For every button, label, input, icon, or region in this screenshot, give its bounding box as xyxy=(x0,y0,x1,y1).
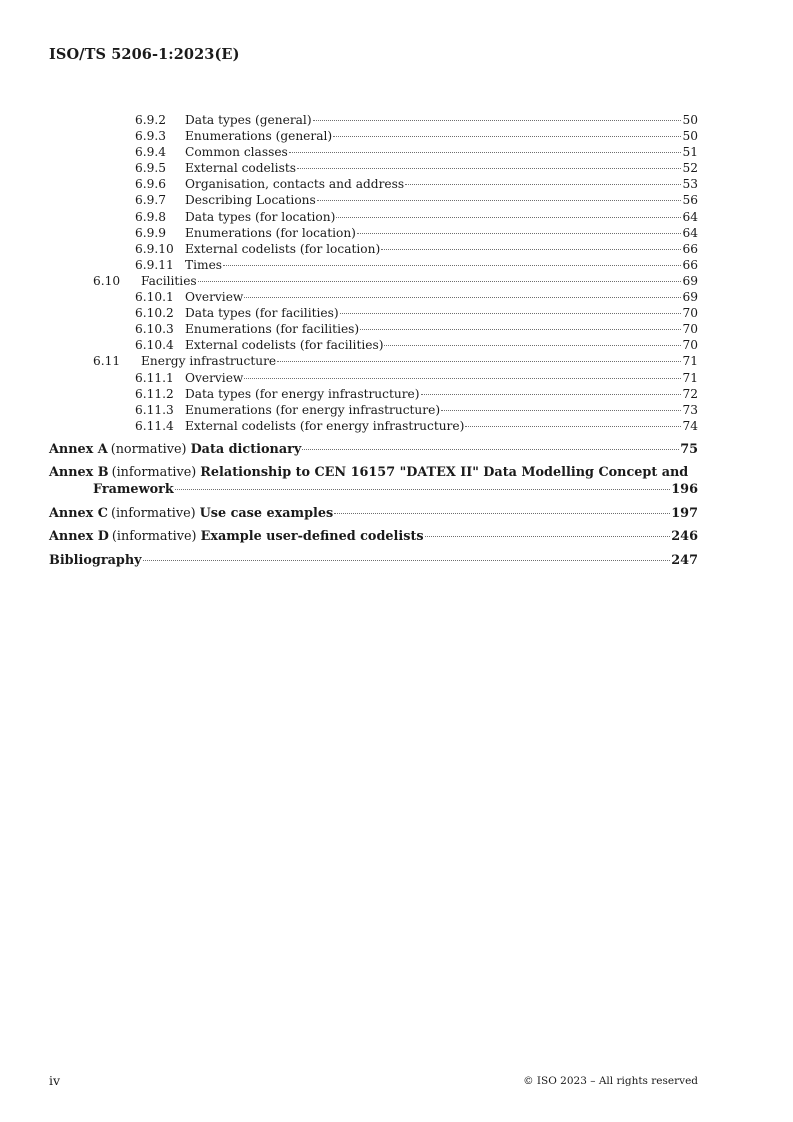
toc-entry-6-9-6[interactable] xyxy=(49,176,698,192)
annex-label: Annex B xyxy=(49,465,109,481)
toc-entry-page: 70 xyxy=(682,322,698,337)
toc-entry-number: 6.9.4 xyxy=(135,145,167,160)
toc-entry-title: Energy infrastructure xyxy=(141,354,277,369)
dot-leader xyxy=(360,329,681,330)
toc-entry-page: 66 xyxy=(682,257,698,272)
annex-b-entry[interactable] xyxy=(49,465,698,498)
toc-entry-6-9-2[interactable] xyxy=(49,112,698,128)
toc-entry-title: Overview xyxy=(185,290,244,305)
annex-title: Use case examples xyxy=(199,505,334,521)
annex-label: Annex D xyxy=(49,529,109,545)
toc-entry-title: External codelists (for energy infrastructure) xyxy=(185,418,465,433)
toc-entry-number: 6.9.7 xyxy=(135,193,167,208)
toc-entry-number: 6.11.3 xyxy=(135,402,174,417)
toc-entry-title: Describing Locations xyxy=(185,193,316,208)
annex-page: 75 xyxy=(680,441,698,457)
dot-leader xyxy=(223,265,681,266)
toc-entry-page: 70 xyxy=(682,338,698,353)
toc-entry-number: 6.9.11 xyxy=(135,257,174,272)
dot-leader xyxy=(333,136,681,137)
bibliography-page: 247 xyxy=(671,552,698,568)
dot-leader xyxy=(297,168,682,169)
copyright-notice: © ISO 2023 – All rights reserved xyxy=(523,1075,698,1087)
dot-leader xyxy=(381,249,681,250)
toc-entry-title: Enumerations (for location) xyxy=(185,225,356,240)
dot-leader xyxy=(175,489,671,490)
annex-page: 197 xyxy=(671,505,698,521)
toc-entry-6-9-8[interactable] xyxy=(49,209,698,225)
dot-leader xyxy=(384,345,681,346)
toc-entry-title: Common classes xyxy=(185,145,288,160)
toc-entry-title: External codelists xyxy=(185,161,296,176)
annex-type: (informative) xyxy=(111,529,197,545)
toc-entry-6-9-4[interactable] xyxy=(49,144,698,160)
annex-type: (informative) xyxy=(110,505,196,521)
toc-entry-number: 6.10 xyxy=(93,273,121,288)
dot-leader xyxy=(441,410,681,411)
toc-entry-6-10[interactable] xyxy=(49,273,698,289)
toc-entry-number: 6.11.1 xyxy=(135,370,174,385)
dot-leader xyxy=(289,152,682,153)
dot-leader xyxy=(340,313,682,314)
bibliography-title: Bibliography xyxy=(49,552,142,568)
dot-leader xyxy=(317,200,682,201)
toc-entry-page: 71 xyxy=(682,354,698,369)
toc-entry-page: 50 xyxy=(682,129,698,144)
dot-leader xyxy=(313,120,682,121)
annex-a-entry[interactable] xyxy=(49,442,698,459)
annex-list xyxy=(49,442,698,570)
toc-entry-6-11-4[interactable] xyxy=(49,418,698,434)
annex-label: Annex A xyxy=(49,441,108,457)
toc-entry-title: Data types (for facilities) xyxy=(185,306,339,321)
toc-entries xyxy=(49,112,698,434)
toc-entry-number: 6.10.4 xyxy=(135,338,174,353)
toc-entry-title: Data types (for location) xyxy=(185,209,336,224)
toc-entry-6-10-3[interactable] xyxy=(49,321,698,337)
annex-page: 196 xyxy=(671,482,698,498)
dot-leader xyxy=(425,536,671,537)
toc-entry-page: 53 xyxy=(682,177,698,192)
toc-entry-number: 6.9.8 xyxy=(135,209,167,224)
toc-entry-number: 6.11 xyxy=(93,354,121,369)
dot-leader xyxy=(405,184,681,185)
toc-entry-title: Organisation, contacts and address xyxy=(185,177,405,192)
dot-leader xyxy=(302,449,679,450)
dot-leader xyxy=(277,361,681,362)
toc-entry-6-9-11[interactable] xyxy=(49,257,698,273)
annex-c-entry[interactable] xyxy=(49,506,698,523)
toc-entry-number: 6.9.9 xyxy=(135,225,167,240)
toc-entry-page: 74 xyxy=(682,418,698,433)
toc-entry-page: 50 xyxy=(682,113,698,127)
toc-entry-page: 64 xyxy=(682,225,698,240)
toc-entry-title: Enumerations (for facilities) xyxy=(185,322,360,337)
annex-title-continued: Framework xyxy=(93,482,174,498)
annex-title: Relationship to CEN 16157 "DATEX II" Data Modelling Concept and xyxy=(200,465,689,481)
toc-entry-number: 6.11.4 xyxy=(135,418,174,433)
toc-entry-number: 6.9.10 xyxy=(135,241,174,256)
dot-leader xyxy=(465,426,681,427)
annex-page: 246 xyxy=(671,529,698,545)
dot-leader xyxy=(336,217,681,218)
toc-entry-page: 66 xyxy=(682,241,698,256)
toc-entry-page: 52 xyxy=(682,161,698,176)
toc-entry-6-9-3[interactable] xyxy=(49,128,698,144)
toc-entry-title: External codelists (for location) xyxy=(185,241,381,256)
toc-entry-title: Overview xyxy=(185,370,244,385)
toc-entry-page: 69 xyxy=(682,290,698,305)
toc-entry-title: Facilities xyxy=(141,273,197,288)
annex-title: Example user-defined codelists xyxy=(200,529,424,545)
toc-entry-page: 51 xyxy=(682,145,698,160)
toc-entry-page: 72 xyxy=(682,386,698,401)
toc-entry-6-10-2[interactable] xyxy=(49,305,698,321)
annex-type: (normative) xyxy=(110,441,187,457)
dot-leader xyxy=(244,297,681,298)
page-number: iv xyxy=(49,1073,61,1088)
toc-entry-page: 73 xyxy=(682,402,698,417)
annex-type: (informative) xyxy=(111,465,197,481)
toc-entry-number: 6.9.2 xyxy=(135,113,167,127)
dot-leader xyxy=(143,560,671,561)
table-of-contents xyxy=(49,112,698,576)
dot-leader xyxy=(198,281,682,282)
toc-entry-page: 70 xyxy=(682,306,698,321)
annex-label: Annex C xyxy=(49,505,108,521)
document-header: ISO/TS 5206-1:2023(E) xyxy=(49,46,240,63)
toc-entry-title: Data types (general) xyxy=(185,113,312,127)
toc-entry-page: 56 xyxy=(682,193,698,208)
dot-leader xyxy=(244,378,681,379)
toc-entry-6-9-9[interactable] xyxy=(49,225,698,241)
toc-entry-title: Enumerations (for energy infrastructure) xyxy=(185,402,441,417)
annex-d-entry[interactable] xyxy=(49,529,698,546)
toc-entry-number: 6.10.3 xyxy=(135,322,174,337)
toc-entry-6-11-2[interactable] xyxy=(49,386,698,402)
toc-entry-number: 6.9.5 xyxy=(135,161,167,176)
toc-entry-6-11[interactable] xyxy=(49,353,698,369)
toc-entry-title: Data types (for energy infrastructure) xyxy=(185,386,420,401)
toc-entry-number: 6.9.3 xyxy=(135,129,167,144)
toc-entry-number: 6.11.2 xyxy=(135,386,174,401)
toc-entry-page: 69 xyxy=(682,273,698,288)
annex-title: Data dictionary xyxy=(190,441,302,457)
toc-entry-6-9-5[interactable] xyxy=(49,160,698,176)
toc-entry-6-10-4[interactable] xyxy=(49,337,698,353)
toc-entry-6-11-3[interactable] xyxy=(49,402,698,418)
dot-leader xyxy=(421,394,682,395)
bibliography-entry[interactable] xyxy=(49,553,698,570)
dot-leader xyxy=(357,233,682,234)
toc-entry-page: 64 xyxy=(682,209,698,224)
toc-entry-6-10-1[interactable] xyxy=(49,289,698,305)
toc-entry-number: 6.10.2 xyxy=(135,306,174,321)
toc-entry-title: External codelists (for facilities) xyxy=(185,338,384,353)
toc-entry-6-11-1[interactable] xyxy=(49,370,698,386)
toc-entry-number: 6.9.6 xyxy=(135,177,167,192)
toc-entry-number: 6.10.1 xyxy=(135,290,174,305)
dot-leader xyxy=(334,513,670,514)
toc-entry-page: 71 xyxy=(682,370,698,385)
toc-entry-title: Times xyxy=(185,257,223,272)
toc-entry-6-9-10[interactable] xyxy=(49,241,698,257)
toc-entry-6-9-7[interactable] xyxy=(49,192,698,208)
toc-entry-title: Enumerations (general) xyxy=(185,129,333,144)
